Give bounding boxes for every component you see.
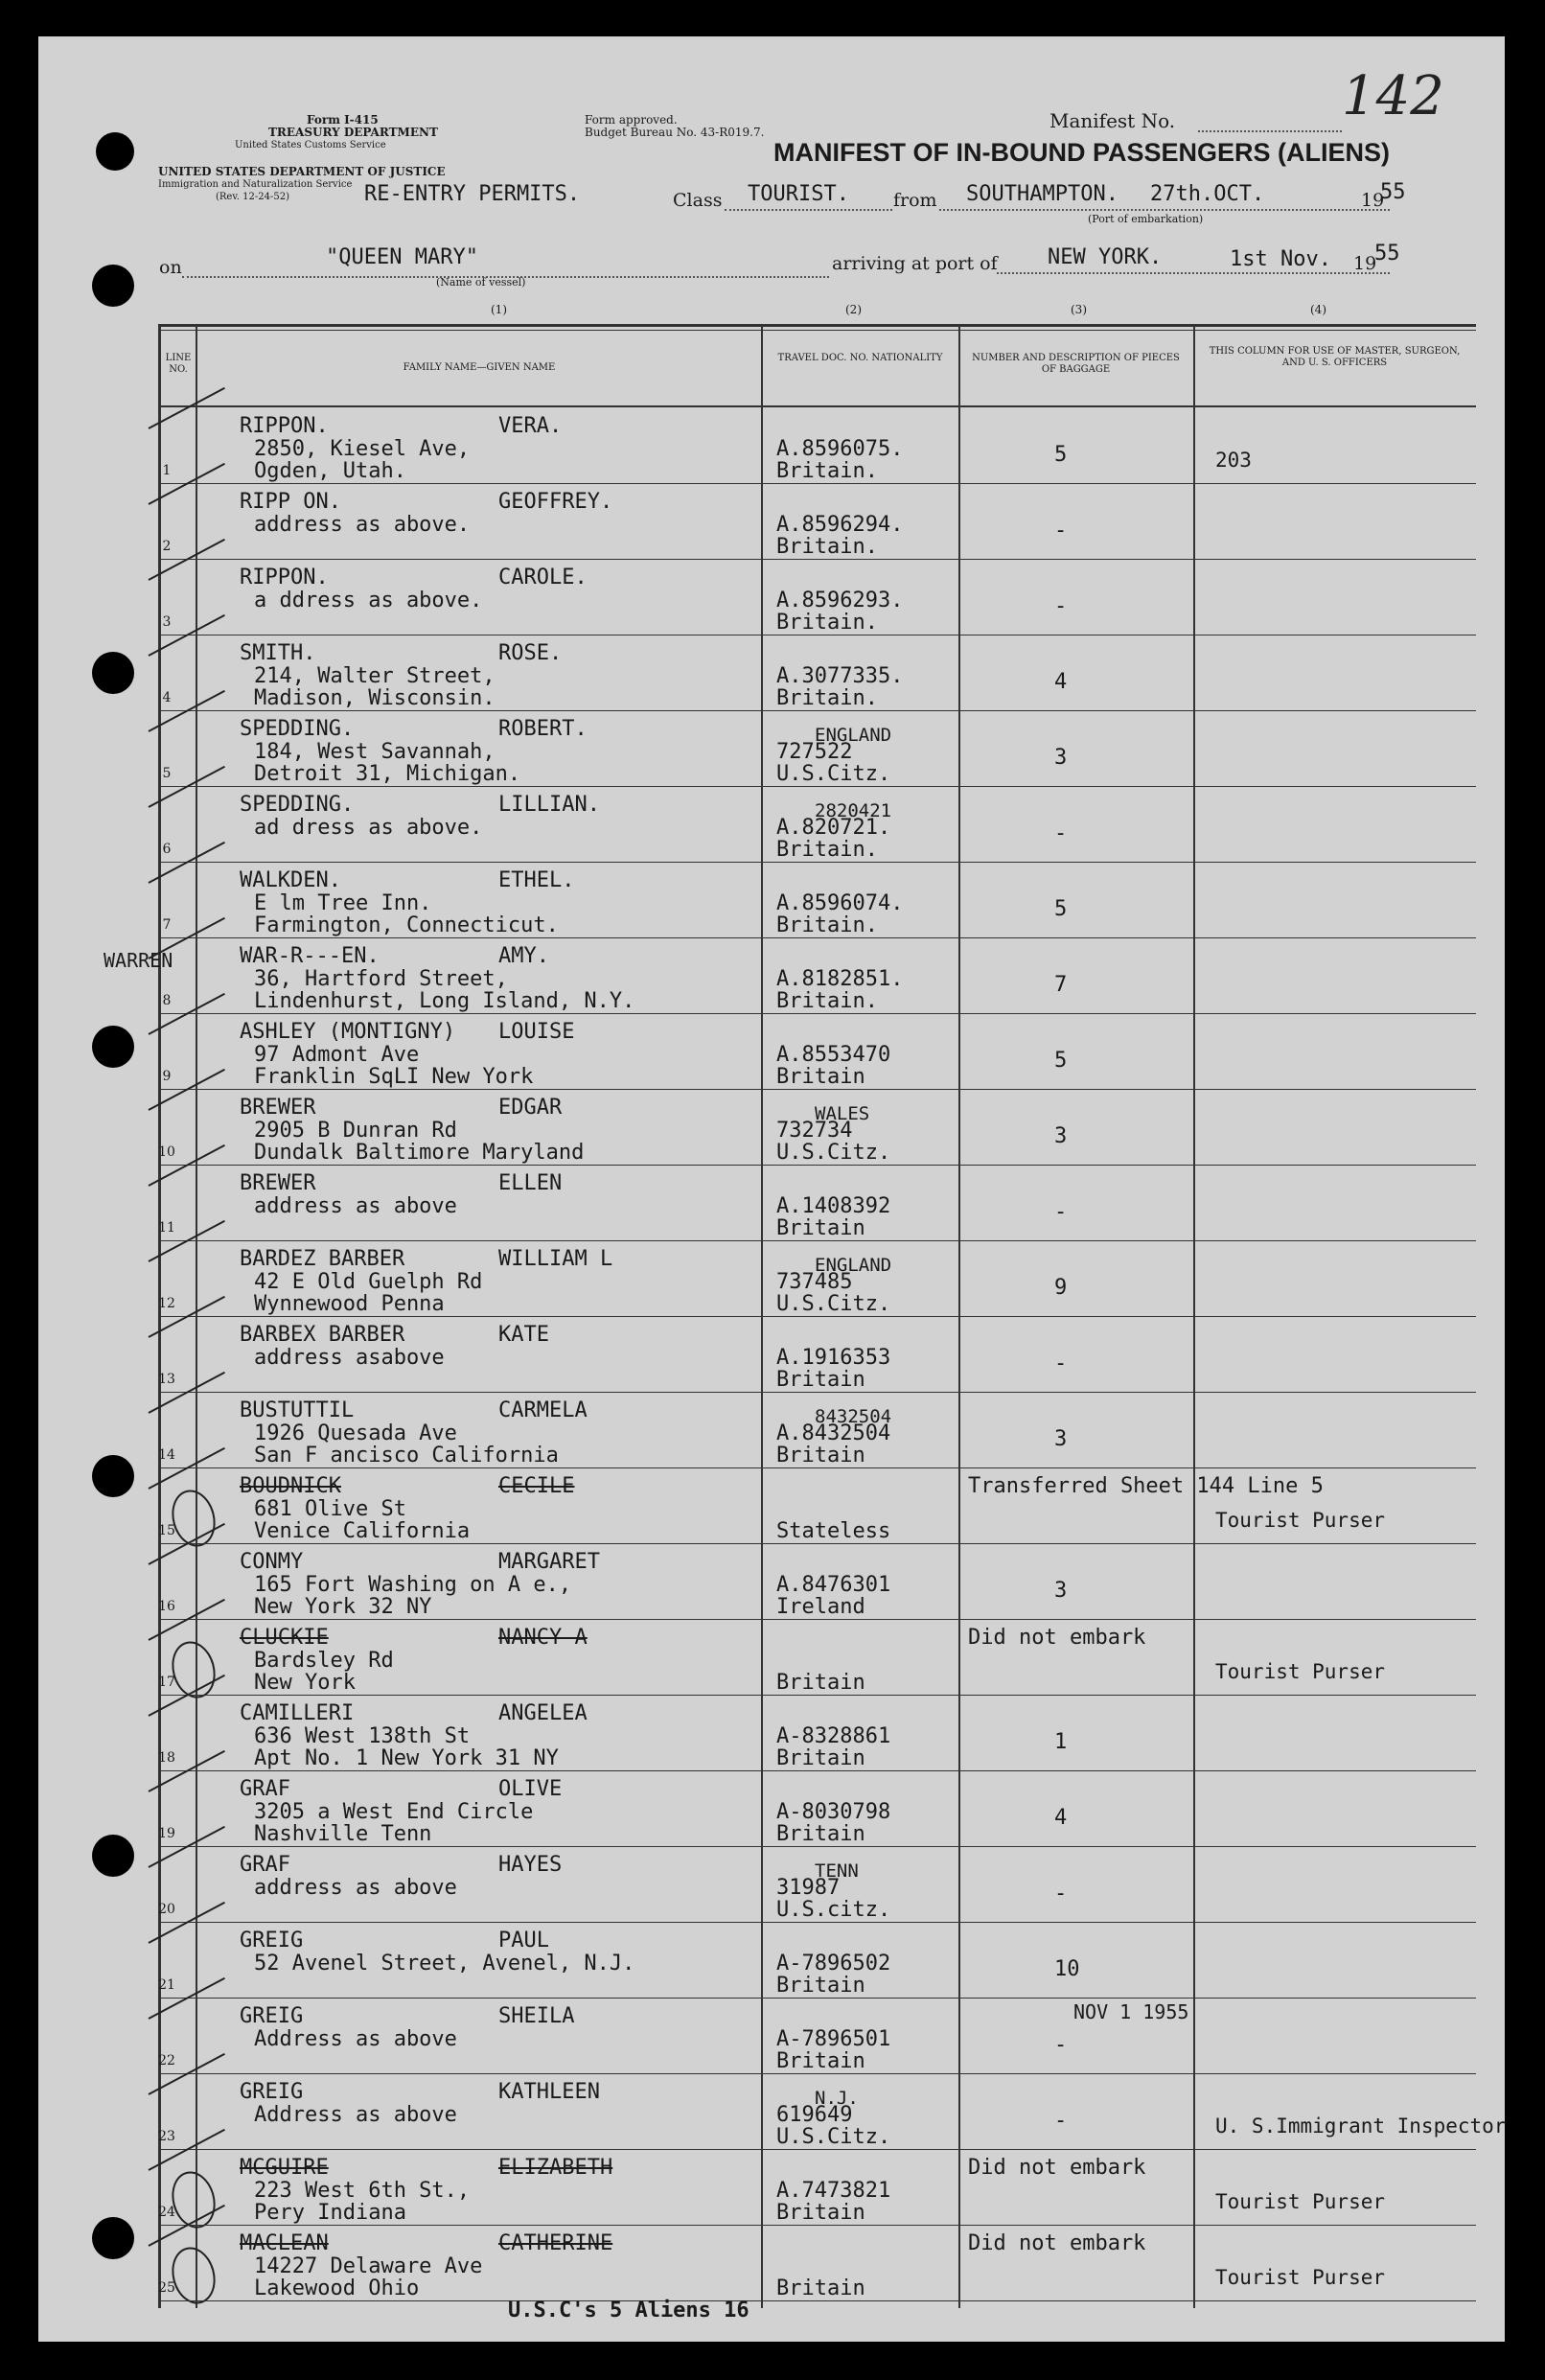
from-date: 27th.OCT. <box>1150 182 1265 206</box>
punch-hole <box>92 265 134 307</box>
officer-note: 203 <box>1215 449 1252 472</box>
passenger-row <box>38 1923 1505 1999</box>
travel-doc-no: A.8596294. <box>776 513 904 537</box>
family-name: WAR-R---EN. <box>240 944 380 968</box>
given-name: ANGELEA <box>498 1701 588 1725</box>
baggage-count: - <box>1054 821 1068 845</box>
customs-service: United States Customs Service <box>235 140 386 150</box>
travel-doc-no: A-8328861 <box>776 1724 891 1748</box>
address-line-2: Apt No. 1 New York 31 NY <box>254 1746 559 1770</box>
given-name: KATE <box>498 1323 549 1347</box>
nationality: U.S.Citz. <box>776 2125 891 2149</box>
travel-doc-no: A.820721. <box>776 816 891 840</box>
col-num-2: (2) <box>845 303 862 316</box>
address-line-1: 165 Fort Washing on A e., <box>254 1573 572 1597</box>
nationality: Britain. <box>776 611 878 635</box>
line-number: 5 <box>162 766 172 781</box>
line-number: 17 <box>158 1675 175 1690</box>
line-number: 20 <box>158 1902 175 1917</box>
given-name: MARGARET <box>498 1550 600 1574</box>
baggage-count: 10 <box>1054 1957 1080 1981</box>
family-name: GRAF <box>240 1853 290 1877</box>
address-line-2: Nashville Tenn <box>254 1822 432 1846</box>
baggage-count: 7 <box>1054 973 1068 997</box>
from-label: from <box>893 190 937 211</box>
address-line-1: a ddress as above. <box>254 589 483 612</box>
extra-annotation: 8432504 <box>815 1406 892 1427</box>
family-name: BARDEZ BARBER <box>240 1247 405 1271</box>
passenger-row <box>38 1468 1505 1544</box>
travel-doc-no: 619649 <box>776 2103 853 2127</box>
address-line-1: 2905 B Dunran Rd <box>254 1119 457 1143</box>
nationality: Ireland <box>776 1595 865 1619</box>
nationality: Britain. <box>776 838 878 862</box>
line-circle <box>166 2166 221 2232</box>
status-note: Transferred Sheet 144 Line 5 <box>968 1474 1324 1498</box>
given-name: ROSE. <box>498 641 563 665</box>
passenger-row <box>38 787 1505 863</box>
status-note: Did not embark <box>968 1626 1146 1650</box>
line-number: 4 <box>162 690 172 705</box>
address-line-1: 1926 Quesada Ave <box>254 1421 457 1445</box>
manifest-number-handwritten: 142 <box>1342 65 1444 127</box>
rev-date: (Rev. 12-24-52) <box>216 192 290 202</box>
passenger-row <box>38 484 1505 560</box>
line-number: 11 <box>158 1220 175 1236</box>
arriving-label: arriving at port of <box>832 253 998 274</box>
given-name: CATHERINE <box>498 2231 613 2255</box>
baggage-count: 3 <box>1054 1124 1068 1148</box>
address-line-1: address as above. <box>254 513 471 537</box>
family-name: RIPPON. <box>240 566 329 589</box>
nationality: Britain <box>776 1822 865 1846</box>
nationality: Britain. <box>776 686 878 710</box>
address-line-1: E lm Tree Inn. <box>254 891 432 915</box>
given-name: ETHEL. <box>498 868 575 892</box>
address-line-2: Lakewood Ohio <box>254 2276 420 2300</box>
family-name: CLUCKIE <box>240 1626 329 1650</box>
line-number: 23 <box>158 2129 175 2144</box>
line-number: 1 <box>162 463 172 478</box>
nationality: Britain. <box>776 913 878 937</box>
manifest-title: MANIFEST OF IN-BOUND PASSENGERS (ALIENS) <box>773 138 1391 167</box>
col-header-line-no: LINE NO. <box>165 353 192 375</box>
family-name: SMITH. <box>240 641 316 665</box>
given-name: NANCY A <box>498 1626 588 1650</box>
travel-doc-no: A.8596074. <box>776 891 904 915</box>
line-number: 9 <box>162 1069 172 1084</box>
address-line-1: Address as above <box>254 2103 457 2127</box>
passenger-row <box>38 938 1505 1014</box>
officer-note: U. S.Immigrant Inspector <box>1215 2114 1507 2137</box>
manifest-no-label: Manifest No. <box>1049 109 1176 132</box>
col-header-officers: THIS COLUMN FOR USE OF MASTER, SURGEON, AND U. S. OFFICERS <box>1209 346 1461 368</box>
nationality: Britain <box>776 1368 865 1392</box>
col-num-1: (1) <box>491 303 507 316</box>
line-number: 7 <box>162 917 172 933</box>
nationality: U.S.citz. <box>776 1898 891 1922</box>
line-number: 14 <box>158 1447 175 1463</box>
family-name: GRAF <box>240 1777 290 1801</box>
passenger-row <box>38 1241 1505 1317</box>
extra-annotation: ENGLAND <box>815 725 892 746</box>
given-name: GEOFFREY. <box>498 490 613 514</box>
passenger-row <box>38 711 1505 787</box>
passenger-row <box>38 635 1505 711</box>
from-port: SOUTHAMPTON. <box>966 182 1118 206</box>
extra-annotation: N.J. <box>815 2088 859 2109</box>
nationality: Britain. <box>776 459 878 483</box>
margin-note: WARREN <box>104 949 173 972</box>
nationality: Britain <box>776 2201 865 2225</box>
extra-annotation: WALES <box>815 1103 870 1124</box>
passenger-row <box>38 1317 1505 1393</box>
travel-doc-no: A.1916353 <box>776 1346 891 1370</box>
family-name: GREIG <box>240 1929 304 1953</box>
col-num-3: (3) <box>1071 303 1087 316</box>
nationality: Britain <box>776 1444 865 1467</box>
year-value: 55 <box>1380 180 1406 204</box>
address-line-1: 52 Avenel Street, Avenel, N.J. <box>254 1952 635 1976</box>
line-number: 8 <box>162 993 172 1008</box>
passenger-row <box>38 863 1505 938</box>
family-name: BARBEX BARBER <box>240 1323 405 1347</box>
address-line-2: Wynnewood Penna <box>254 1292 445 1316</box>
port-embarkation-label: (Port of embarkation) <box>1088 213 1204 225</box>
officer-note: Tourist Purser <box>1215 1509 1386 1532</box>
address-line-1: address as above <box>254 1194 457 1218</box>
line-number: 24 <box>158 2205 175 2220</box>
family-name: MCGUIRE <box>240 2156 329 2180</box>
vessel-label: (Name of vessel) <box>436 276 526 289</box>
col-header-name: FAMILY NAME—GIVEN NAME <box>403 362 556 373</box>
line-number: 21 <box>158 1977 175 1993</box>
travel-doc-no: 31987 <box>776 1876 841 1900</box>
address-line-1: Bardsley Rd <box>254 1649 394 1673</box>
class-value: TOURIST. <box>748 182 849 206</box>
nationality: Britain <box>776 2276 865 2300</box>
given-name: LILLIAN. <box>498 793 600 817</box>
extra-annotation: TENN <box>815 1860 859 1882</box>
baggage-count: 3 <box>1054 746 1068 770</box>
family-name: RIPP ON. <box>240 490 341 514</box>
family-name: RIPPON. <box>240 414 329 438</box>
treasury-dept: TREASURY DEPARTMENT <box>268 126 438 139</box>
col-header-baggage: NUMBER AND DESCRIPTION OF PIECES OF BAGGAGE <box>972 353 1180 375</box>
baggage-count: 3 <box>1054 1427 1068 1451</box>
nationality: Britain <box>776 1671 865 1695</box>
passenger-row <box>38 1166 1505 1241</box>
family-name: ASHLEY (MONTIGNY) <box>240 1020 456 1044</box>
given-name: CARMELA <box>498 1398 588 1422</box>
nationality: U.S.Citz. <box>776 762 891 786</box>
officer-note: Tourist Purser <box>1215 2266 1386 2289</box>
class-prefix: RE-ENTRY PERMITS. <box>364 182 581 206</box>
justice-dept: UNITED STATES DEPARTMENT OF JUSTICE <box>158 165 446 178</box>
address-line-2: Venice California <box>254 1519 471 1543</box>
given-name: ELLEN <box>498 1171 563 1195</box>
travel-doc-no: A.8182851. <box>776 967 904 991</box>
passenger-row <box>38 1393 1505 1468</box>
status-note: Did not embark <box>968 2156 1146 2180</box>
given-name: SHEILA <box>498 2004 575 2028</box>
address-line-2: Lindenhurst, Long Island, N.Y. <box>254 989 635 1013</box>
family-name: GREIG <box>240 2080 304 2104</box>
travel-doc-no: A.1408392 <box>776 1194 891 1218</box>
given-name: CECILE <box>498 1474 575 1498</box>
line-circle <box>166 2242 221 2308</box>
baggage-count: - <box>1054 1882 1068 1906</box>
address-line-2: Ogden, Utah. <box>254 459 406 483</box>
line-number: 19 <box>158 1826 175 1841</box>
address-line-1: 3205 a West End Circle <box>254 1800 534 1824</box>
arrival-date: 1st Nov. <box>1230 247 1331 271</box>
address-line-2: San F ancisco California <box>254 1444 559 1467</box>
given-name: KATHLEEN <box>498 2080 600 2104</box>
passenger-row <box>38 560 1505 635</box>
baggage-count: 5 <box>1054 443 1068 467</box>
baggage-count: 4 <box>1054 1806 1068 1830</box>
passenger-row <box>38 2150 1505 2226</box>
family-name: SPEDDING. <box>240 717 355 741</box>
line-circle <box>166 1485 221 1551</box>
travel-doc-no: 737485 <box>776 1270 853 1294</box>
date-stamp: NOV 1 1955 <box>1073 2000 1189 2023</box>
year-prefix: 19 <box>1361 190 1385 211</box>
baggage-count: - <box>1054 1352 1068 1375</box>
extra-annotation: ENGLAND <box>815 1255 892 1276</box>
line-number: 6 <box>162 842 172 857</box>
nationality: Britain <box>776 1065 865 1089</box>
passenger-row <box>38 1771 1505 1847</box>
address-line-2: Detroit 31, Michigan. <box>254 762 521 786</box>
travel-doc-no: A.8553470 <box>776 1043 891 1067</box>
punch-hole <box>96 132 134 171</box>
family-name: WALKDEN. <box>240 868 341 892</box>
passenger-row <box>38 1544 1505 1620</box>
manifest-sheet <box>38 36 1505 2342</box>
address-line-2: Madison, Wisconsin. <box>254 686 496 710</box>
year2-value: 55 <box>1374 242 1400 266</box>
passenger-row <box>38 1847 1505 1923</box>
on-label: on <box>159 257 182 278</box>
baggage-count: - <box>1054 519 1068 543</box>
address-line-2: Franklin SqLI New York <box>254 1065 534 1089</box>
given-name: EDGAR <box>498 1096 563 1120</box>
line-number: 22 <box>158 2053 175 2068</box>
address-line-1: Address as above <box>254 2027 457 2051</box>
baggage-count: - <box>1054 1200 1068 1224</box>
nationality: Britain <box>776 1746 865 1770</box>
given-name: ROBERT. <box>498 717 588 741</box>
family-name: MACLEAN <box>240 2231 329 2255</box>
extra-annotation: 2820421 <box>815 800 892 821</box>
year2-prefix: 19 <box>1353 253 1377 274</box>
family-name: SPEDDING. <box>240 793 355 817</box>
travel-doc-no: 727522 <box>776 740 853 764</box>
address-line-1: 184, West Savannah, <box>254 740 496 764</box>
address-line-1: address asabove <box>254 1346 445 1370</box>
travel-doc-no: 732734 <box>776 1119 853 1143</box>
line-number: 16 <box>158 1599 175 1614</box>
travel-doc-no: A.8596075. <box>776 437 904 461</box>
family-name: BOUDNICK <box>240 1474 341 1498</box>
footer-totals: U.S.C's 5 Aliens 16 <box>508 2299 749 2322</box>
form-number: Form I-415 <box>307 113 379 127</box>
travel-doc-no: A-7896502 <box>776 1952 891 1976</box>
address-line-1: 42 E Old Guelph Rd <box>254 1270 483 1294</box>
officer-note: Tourist Purser <box>1215 1660 1386 1683</box>
address-line-1: 681 Olive St <box>254 1497 406 1521</box>
passenger-row <box>38 1999 1505 2074</box>
given-name: OLIVE <box>498 1777 563 1801</box>
status-note: Did not embark <box>968 2231 1146 2255</box>
address-line-1: 36, Hartford Street, <box>254 967 508 991</box>
passenger-row <box>38 2074 1505 2150</box>
passenger-row <box>38 1696 1505 1771</box>
passenger-row <box>38 1620 1505 1696</box>
line-number: 18 <box>158 1750 175 1766</box>
travel-doc-no: A.3077335. <box>776 664 904 688</box>
family-name: BREWER <box>240 1171 316 1195</box>
line-number: 15 <box>158 1523 175 1538</box>
family-name: BUSTUTTIL <box>240 1398 355 1422</box>
class-label: Class <box>673 190 723 211</box>
given-name: HAYES <box>498 1853 563 1877</box>
baggage-count: 5 <box>1054 897 1068 921</box>
address-line-1: 14227 Delaware Ave <box>254 2254 483 2278</box>
travel-doc-no: A.7473821 <box>776 2179 891 2203</box>
vessel-name: "QUEEN MARY" <box>326 245 478 269</box>
passenger-row <box>38 408 1505 484</box>
address-line-1: 223 West 6th St., <box>254 2179 471 2203</box>
family-name: CAMILLERI <box>240 1701 355 1725</box>
address-line-1: 214, Walter Street, <box>254 664 496 688</box>
line-number: 25 <box>158 2280 175 2296</box>
travel-doc-no: A.8476301 <box>776 1573 891 1597</box>
travel-doc-no: A.8432504 <box>776 1421 891 1445</box>
col-header-travel-doc: TRAVEL DOC. NO. NATIONALITY <box>777 353 943 363</box>
baggage-count: 3 <box>1054 1579 1068 1603</box>
address-line-2: New York 32 NY <box>254 1595 432 1619</box>
given-name: PAUL <box>498 1929 549 1953</box>
address-line-1: 97 Admont Ave <box>254 1043 420 1067</box>
ins-label: Immigration and Naturalization Service <box>158 179 353 190</box>
line-number: 12 <box>158 1296 175 1311</box>
nationality: U.S.Citz. <box>776 1292 891 1316</box>
budget-bureau: Budget Bureau No. 43-R019.7. <box>585 126 765 139</box>
row-divider <box>158 2300 1476 2301</box>
baggage-count: - <box>1054 2109 1068 2133</box>
nationality: U.S.Citz. <box>776 1141 891 1165</box>
address-line-1: 636 West 138th St <box>254 1724 471 1748</box>
passenger-row <box>38 2226 1505 2301</box>
nationality: Stateless <box>776 1519 891 1543</box>
address-line-2: Pery Indiana <box>254 2201 406 2225</box>
address-line-2: Farmington, Connecticut. <box>254 913 559 937</box>
line-number: 2 <box>162 539 172 554</box>
baggage-count: 9 <box>1054 1276 1068 1300</box>
family-name: GREIG <box>240 2004 304 2028</box>
baggage-count: - <box>1054 594 1068 618</box>
address-line-1: 2850, Kiesel Ave, <box>254 437 471 461</box>
nationality: Britain <box>776 1974 865 1998</box>
travel-doc-no: A-7896501 <box>776 2027 891 2051</box>
nationality: Britain. <box>776 989 878 1013</box>
address-line-1: address as above <box>254 1876 457 1900</box>
passenger-row <box>38 1014 1505 1090</box>
officer-note: Tourist Purser <box>1215 2190 1386 2213</box>
travel-doc-no: A-8030798 <box>776 1800 891 1824</box>
passenger-row <box>38 1090 1505 1166</box>
nationality: Britain <box>776 1216 865 1240</box>
given-name: LOUISE <box>498 1020 575 1044</box>
arrival-port: NEW YORK. <box>1048 245 1163 269</box>
line-number: 10 <box>158 1144 175 1160</box>
address-line-1: ad dress as above. <box>254 816 483 840</box>
baggage-count: 5 <box>1054 1049 1068 1073</box>
family-name: CONMY <box>240 1550 304 1574</box>
form-approved: Form approved. <box>585 113 678 127</box>
line-number: 13 <box>158 1372 175 1387</box>
address-line-2: New York <box>254 1671 356 1695</box>
given-name: ELIZABETH <box>498 2156 613 2180</box>
given-name: AMY. <box>498 944 549 968</box>
baggage-count: - <box>1054 2033 1068 2057</box>
nationality: Britain <box>776 2049 865 2073</box>
baggage-count: 4 <box>1054 670 1068 694</box>
given-name: VERA. <box>498 414 563 438</box>
given-name: CAROLE. <box>498 566 588 589</box>
given-name: WILLIAM L <box>498 1247 613 1271</box>
line-number: 3 <box>162 614 172 630</box>
travel-doc-no: A.8596293. <box>776 589 904 612</box>
baggage-count: 1 <box>1054 1730 1068 1754</box>
address-line-2: Dundalk Baltimore Maryland <box>254 1141 585 1165</box>
line-circle <box>166 1636 221 1702</box>
col-num-4: (4) <box>1310 303 1326 316</box>
nationality: Britain. <box>776 535 878 559</box>
family-name: BREWER <box>240 1096 316 1120</box>
